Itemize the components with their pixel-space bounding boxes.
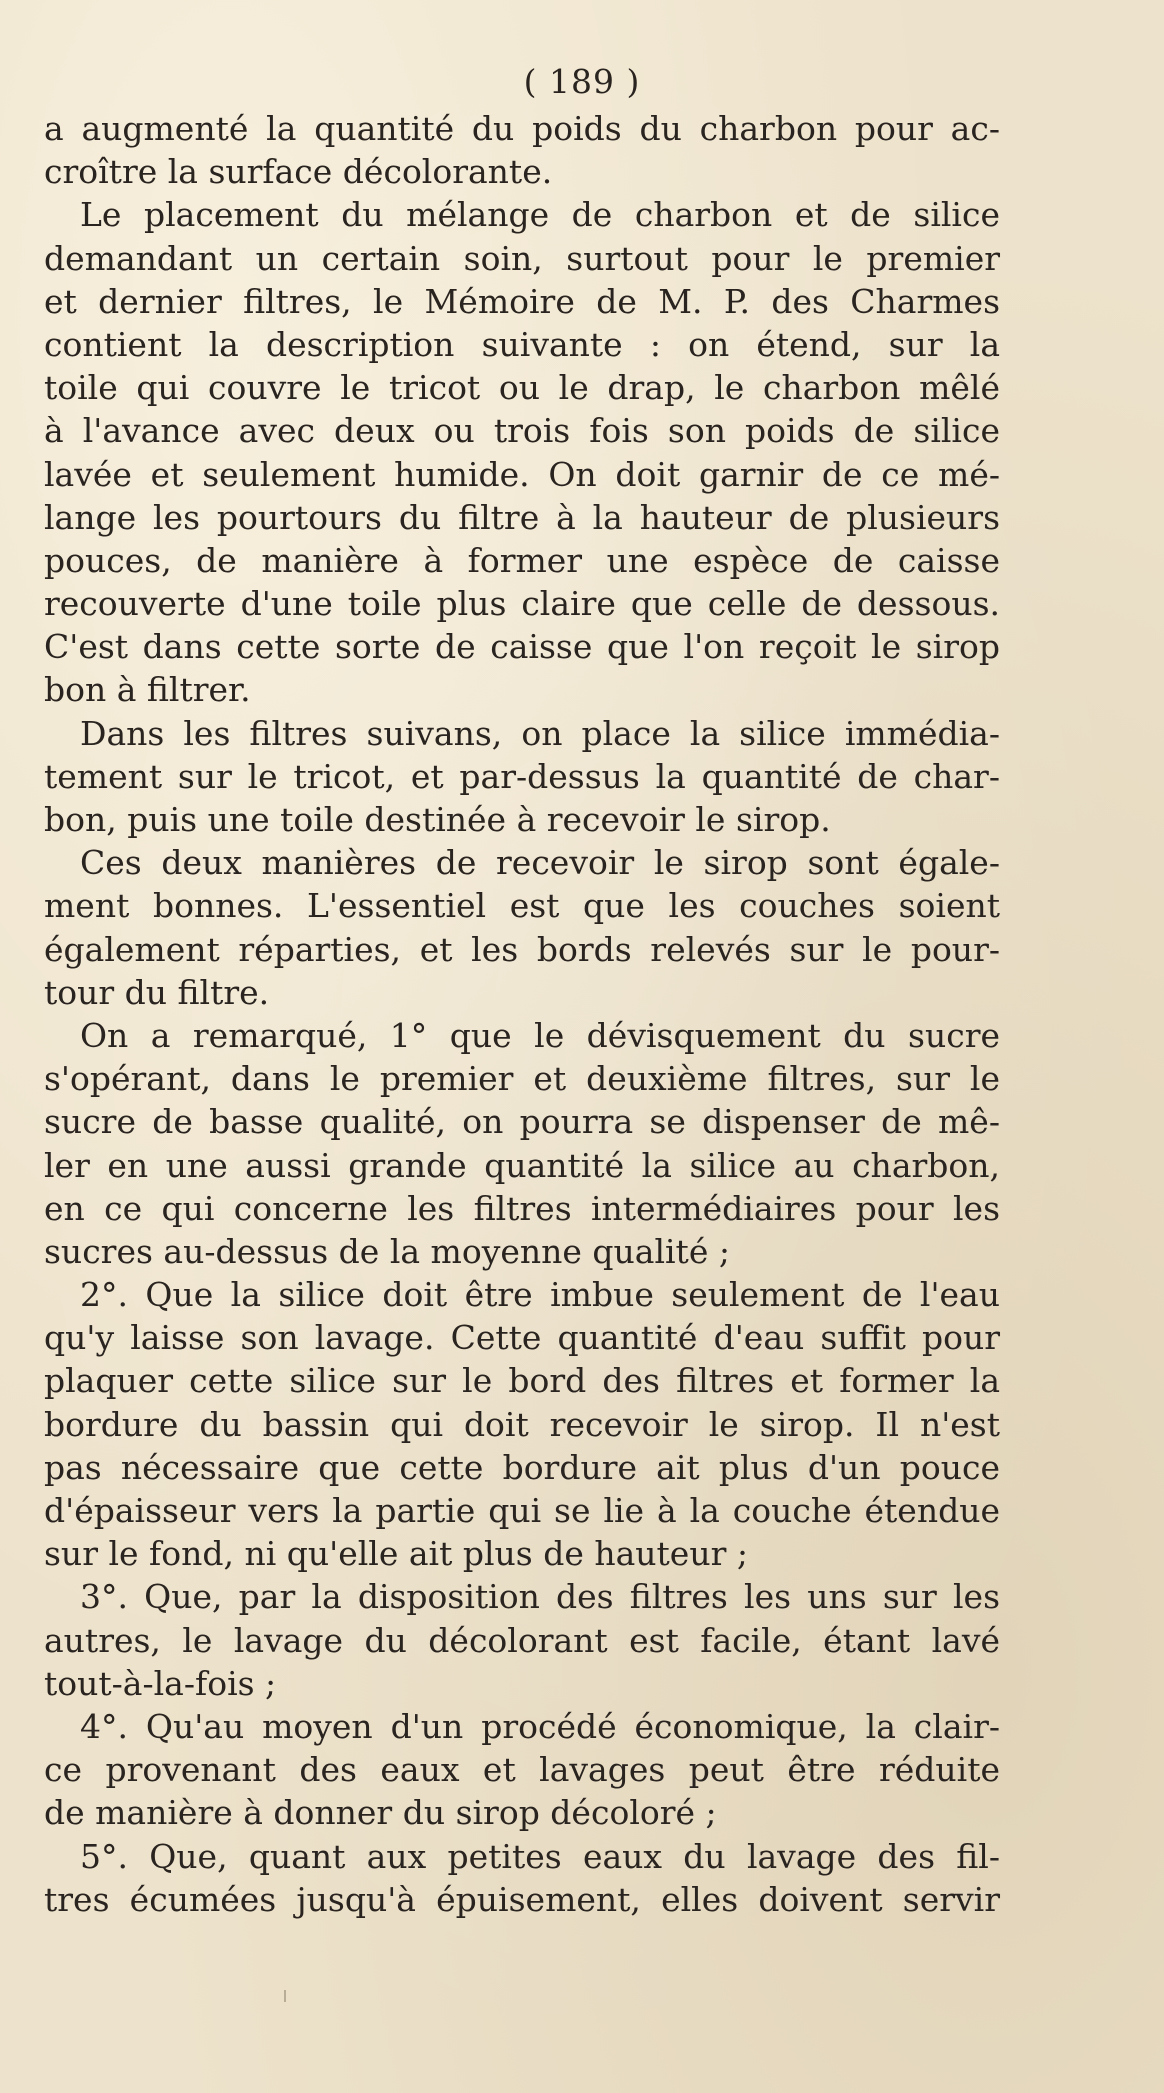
text-line: lange les pourtours du filtre à la hauteur de plusieurs — [44, 497, 1000, 537]
text-line: sucres au-dessus de la moyenne qualité ; — [44, 1231, 730, 1271]
text-line: de manière à donner du sirop décoloré ; — [44, 1793, 717, 1833]
text-line: toile qui couvre le tricot ou le drap, le charbon mêlé — [44, 368, 1000, 408]
text-line: autres, le lavage du décolorant est facile, étant lavé — [44, 1620, 1000, 1660]
text-line: qu'y laisse son lavage. Cette quantité d'eau suffit pour — [44, 1318, 1000, 1358]
text-line: ce provenant des eaux et lavages peut être réduite — [44, 1750, 1000, 1790]
text-line: en ce qui concerne les filtres intermédiaires pour les — [44, 1188, 1000, 1228]
text-line: Ces deux manières de recevoir le sirop sont égale- — [80, 843, 1000, 883]
text-line: demandant un certain soin, surtout pour le premier — [44, 238, 1000, 278]
text-line: tour du filtre. — [44, 972, 270, 1012]
text-line: tout-à-la-fois ; — [44, 1663, 277, 1703]
text-line: a augmenté la quantité du poids du charbon pour ac- — [44, 109, 1000, 148]
page-number: ( 189 ) — [523, 62, 641, 101]
text-line: pouces, de manière à former une espèce de caisse — [44, 540, 1000, 580]
text-line: tement sur le tricot, et par-dessus la quantité de char- — [44, 756, 1000, 796]
text-line: On a remarqué, 1° que le dévisquement du sucre — [80, 1015, 1000, 1055]
paper-mark — [284, 1990, 286, 2002]
text-line: C'est dans cette sorte de caisse que l'on reçoit le sirop — [44, 627, 1000, 667]
text-line: pas nécessaire que cette bordure ait plus d'un pouce — [44, 1447, 1000, 1487]
text-line: Le placement du mélange de charbon et de silice — [80, 195, 1000, 235]
text-line: lavée et seulement humide. On doit garnir de ce mé- — [44, 454, 1000, 494]
text-line: contient la description suivante : on étend, sur la — [44, 324, 1000, 364]
text-line: bon à filtrer. — [44, 670, 251, 710]
text-line: 3°. Que, par la disposition des filtres les uns sur les — [80, 1577, 1000, 1617]
text-line: 2°. Que la silice doit être imbue seulement de l'eau — [80, 1275, 1000, 1315]
text-line: tres écumées jusqu'à épuisement, elles doivent servir — [44, 1879, 1000, 1919]
text-line: à l'avance avec deux ou trois fois son poids de silice — [44, 411, 1000, 451]
text-line: et dernier filtres, le Mémoire de M. P. des Charmes — [44, 281, 1000, 321]
text-line: d'épaisseur vers la partie qui se lie à la couche étendue — [44, 1491, 1000, 1530]
text-line: Dans les filtres suivans, on place la silice immédia- — [80, 713, 1000, 753]
text-line: ment bonnes. L'essentiel est que les couches soient — [44, 886, 1000, 926]
text-line: bon, puis une toile destinée à recevoir le sirop. — [44, 800, 831, 839]
body-text — [44, 107, 1000, 1921]
text-line: 5°. Que, quant aux petites eaux du lavage des fil- — [80, 1836, 1000, 1876]
text-line: 4°. Qu'au moyen d'un procédé économique, la clair- — [80, 1706, 1000, 1746]
text-line: plaquer cette silice sur le bord des filtres et former la — [44, 1361, 1000, 1401]
text-line: s'opérant, dans le premier et deuxième filtres, sur le — [44, 1059, 1000, 1099]
text-line: sucre de basse qualité, on pourra se dispenser de mê- — [44, 1102, 1000, 1142]
text-line: également réparties, et les bords relevés sur le pour- — [44, 929, 1000, 969]
text-line: recouverte d'une toile plus claire que celle de dessous. — [44, 584, 1000, 624]
text-line: ler en une aussi grande quantité la silice au charbon, — [44, 1145, 1000, 1185]
text-line: sur le fond, ni qu'elle ait plus de hauteur ; — [44, 1534, 748, 1574]
text-line: croître la surface décolorante. — [44, 152, 553, 192]
text-line: bordure du bassin qui doit recevoir le sirop. Il n'est — [44, 1404, 1000, 1444]
